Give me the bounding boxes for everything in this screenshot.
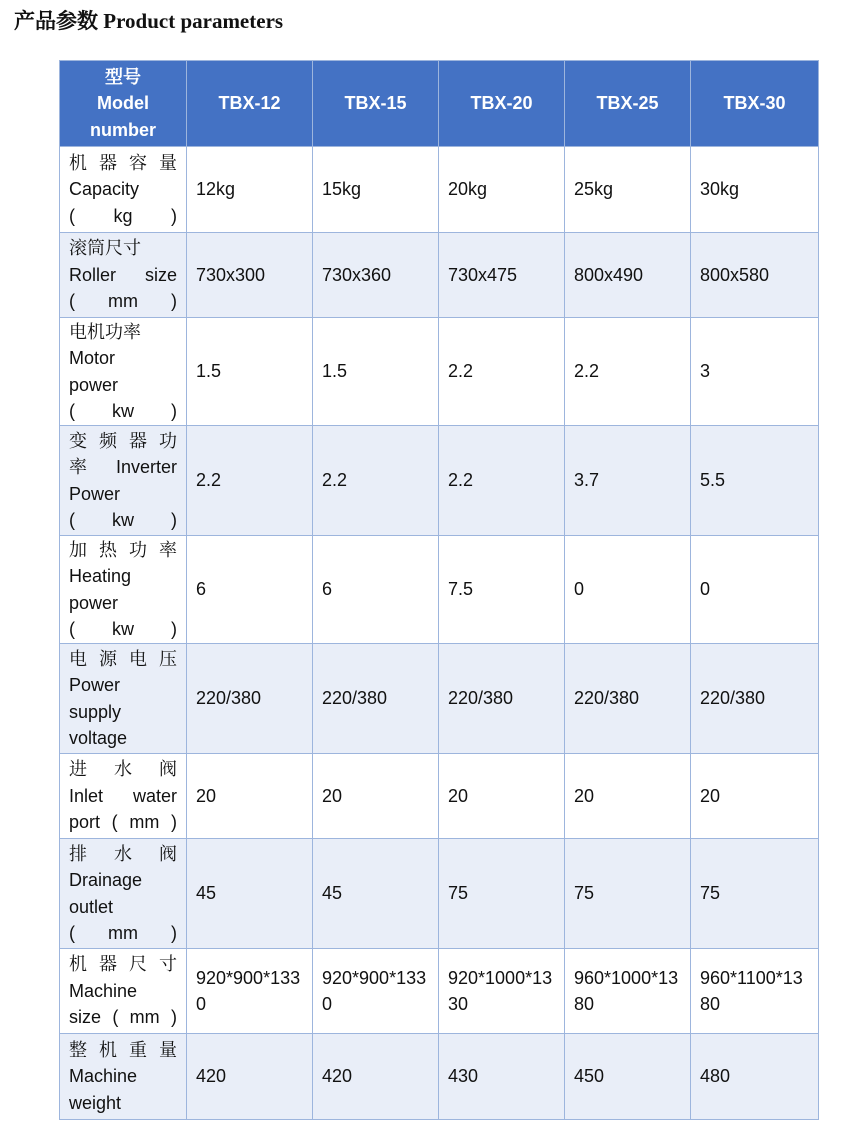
table-row: [60, 147, 819, 233]
row-value: 2.2: [187, 426, 313, 536]
row-value: 420: [313, 1034, 439, 1120]
row-label: [60, 1034, 187, 1120]
row-value: 2.2: [439, 426, 565, 536]
row-value: 960*1100*1380: [691, 949, 819, 1034]
row-label-line: Machine: [69, 1066, 138, 1087]
row-label-line: 整 机 重 量: [69, 1039, 177, 1060]
row-value: 25kg: [565, 147, 691, 233]
header-model: TBX-20: [439, 61, 565, 147]
row-label-line: Capacity: [69, 179, 140, 200]
row-value: 220/380: [439, 644, 565, 754]
row-value: 920*900*1330: [187, 949, 313, 1034]
row-label: [60, 754, 187, 839]
row-label-line: 进 水 阀: [69, 759, 177, 780]
header-label-en-1: Model: [97, 93, 149, 114]
row-value: 3.7: [565, 426, 691, 536]
row-value: 45: [313, 839, 439, 949]
row-value: 5.5: [691, 426, 819, 536]
row-label-line: ( kw ): [69, 510, 177, 530]
row-value: 800x580: [691, 233, 819, 318]
row-value: 12kg: [187, 147, 313, 233]
row-value: 2.2: [439, 318, 565, 426]
row-label-line: ( mm ): [69, 923, 177, 943]
table-header-row: [60, 61, 819, 147]
row-label-line: Drainage: [69, 870, 143, 890]
row-label-line: 加 热 功 率: [69, 539, 177, 560]
row-label-line: 排 水 阀: [69, 843, 177, 864]
header-model: TBX-25: [565, 61, 691, 147]
row-value: 800x490: [565, 233, 691, 318]
row-value: 1.5: [313, 318, 439, 426]
row-label-line: ( kw ): [69, 401, 177, 421]
row-value: 0: [691, 536, 819, 644]
row-label-line: supply: [69, 701, 122, 722]
table-row: [60, 1034, 819, 1120]
row-label-line: port ( mm ): [69, 812, 177, 833]
row-value: 3: [691, 318, 819, 426]
row-value: 2.2: [565, 318, 691, 426]
row-label-line: 机 器 容 量: [69, 152, 177, 173]
row-value: 20kg: [439, 147, 565, 233]
row-label-line: Motor: [69, 348, 116, 368]
row-value: 220/380: [313, 644, 439, 754]
table-row: [60, 536, 819, 644]
row-label-line: Heating: [69, 566, 132, 586]
row-value: 450: [565, 1034, 691, 1120]
row-label: [60, 233, 187, 318]
row-value: 920*1000*1330: [439, 949, 565, 1034]
row-label-line: Roller size: [69, 264, 177, 285]
header-label-en-2: number: [89, 119, 156, 140]
table-row: [60, 754, 819, 839]
header-model-number: [60, 61, 187, 147]
row-value: 20: [313, 754, 439, 839]
row-label-line: power: [69, 374, 119, 395]
row-value: 75: [565, 839, 691, 949]
row-label: [60, 318, 187, 426]
row-value: 730x300: [187, 233, 313, 318]
header-label-zh: 型号: [105, 66, 141, 87]
product-parameters-table: [59, 60, 819, 1120]
row-value: 420: [187, 1034, 313, 1120]
row-label: [60, 426, 187, 536]
row-label: [60, 644, 187, 754]
row-value: 45: [187, 839, 313, 949]
row-label-line: 率 Inverter: [69, 457, 177, 477]
row-value: 220/380: [691, 644, 819, 754]
row-label-line: ( mm ): [69, 291, 177, 312]
row-value: 1.5: [187, 318, 313, 426]
row-label-line: Power: [69, 675, 121, 695]
row-value: 20: [439, 754, 565, 839]
header-model: TBX-30: [691, 61, 819, 147]
page-title: 产品参数 Product parameters: [14, 9, 284, 33]
row-value: 0: [565, 536, 691, 644]
row-value: 20: [565, 754, 691, 839]
row-label: [60, 147, 187, 233]
row-label-line: voltage: [69, 728, 128, 748]
row-label-line: ( kw ): [69, 619, 177, 639]
row-label-line: size ( mm ): [69, 1007, 177, 1028]
row-value: 960*1000*1380: [565, 949, 691, 1034]
table-row: [60, 233, 819, 318]
row-value: 480: [691, 1034, 819, 1120]
table-row: [60, 949, 819, 1034]
row-value: 20: [691, 754, 819, 839]
row-label-line: ( kg ): [69, 205, 177, 226]
row-label-line: 电 源 电 压: [69, 648, 177, 669]
row-label-line: Power: [69, 483, 121, 504]
row-label-line: Machine: [69, 980, 138, 1001]
row-value: 75: [691, 839, 819, 949]
row-value: 430: [439, 1034, 565, 1120]
header-model: TBX-15: [313, 61, 439, 147]
row-label-line: 变 频 器 功: [69, 430, 177, 451]
row-label-line: Inlet water: [69, 785, 177, 806]
row-value: 6: [313, 536, 439, 644]
row-value: 730x475: [439, 233, 565, 318]
row-value: 220/380: [565, 644, 691, 754]
table-row: [60, 644, 819, 754]
header-model: TBX-12: [187, 61, 313, 147]
row-value: 220/380: [187, 644, 313, 754]
row-label-line: weight: [69, 1092, 122, 1113]
row-label-line: power: [69, 592, 119, 613]
row-value: 2.2: [313, 426, 439, 536]
row-value: 30kg: [691, 147, 819, 233]
table-row: [60, 839, 819, 949]
row-label: [60, 536, 187, 644]
row-label-line: 机 器 尺 寸: [69, 954, 177, 975]
table-row: [60, 318, 819, 426]
table-row: [60, 426, 819, 536]
row-label: [60, 839, 187, 949]
row-value: 7.5: [439, 536, 565, 644]
row-label: [60, 949, 187, 1034]
row-value: 15kg: [313, 147, 439, 233]
row-label-line: 电机功率: [69, 321, 141, 342]
row-value: 20: [187, 754, 313, 839]
row-label-line: 滚筒尺寸: [69, 238, 141, 259]
row-value: 730x360: [313, 233, 439, 318]
row-value: 920*900*1330: [313, 949, 439, 1034]
row-value: 75: [439, 839, 565, 949]
row-label-line: outlet: [69, 896, 114, 917]
row-value: 6: [187, 536, 313, 644]
